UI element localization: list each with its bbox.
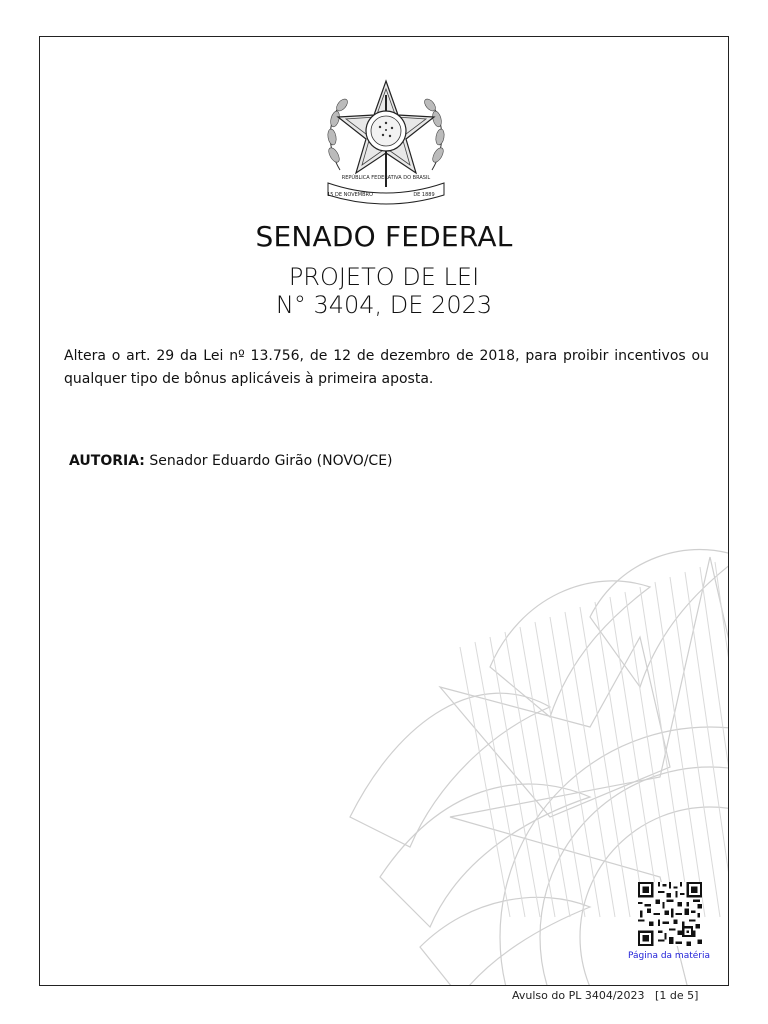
document-number: N° 3404, DE 2023 [275,291,493,319]
document-type: PROJETO DE LEI [288,263,480,291]
autoria-label: AUTORIA: [69,453,145,469]
document-heading [40,263,728,319]
brazil-coat-of-arms-icon [320,75,452,207]
footer-doc-ref: Avulso do PL 3404/2023 [512,989,645,1002]
autoria-line [69,453,393,469]
document-page [39,36,729,986]
footer-page-info: [1 de 5] [655,989,699,1002]
institution-title: SENADO FEDERAL [255,220,513,253]
autoria-value: Senador Eduardo Girão (NOVO/CE) [149,453,393,469]
coat-motto-left: 15 DE NOVEMBRO [327,192,373,198]
coat-motto-top: REPÚBLICA FEDERATIVA DO BRASIL [341,175,431,181]
ementa-text: Altera o art. 29 da Lei nº 13.756, de 12 de dezembro de 2018, para proibir incentivos ou qualquer tipo de bônus aplicáveis à primeira aposta. [64,348,709,387]
page-footer [512,989,698,1002]
qr-code-icon[interactable] [638,882,702,946]
qr-link-label[interactable]: Página da matéria [628,951,710,961]
coat-motto-right: DE 1889 [413,192,435,198]
